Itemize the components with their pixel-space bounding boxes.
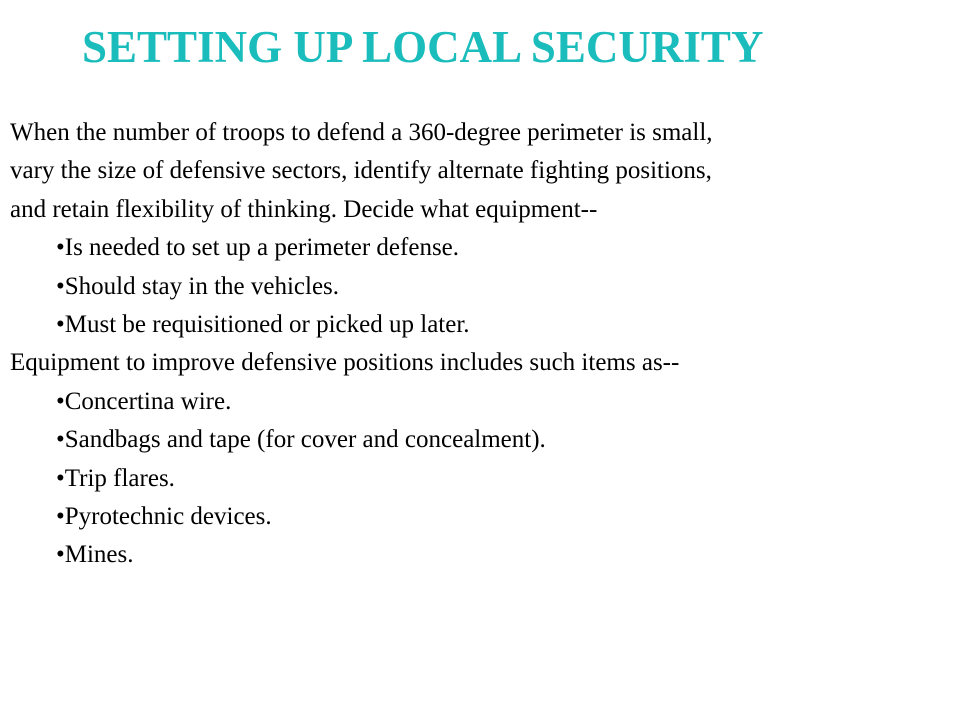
slide-body <box>10 114 950 575</box>
paragraph-line: Equipment to improve defensive positions includes such items as-- <box>10 349 680 377</box>
paragraph-line: When the number of troops to defend a 360-degree perimeter is small, <box>10 119 713 146</box>
bullet-item: •Should stay in the vehicles. <box>56 272 340 300</box>
bullet-item: •Trip flares. <box>56 464 175 492</box>
bullet-item: •Pyrotechnic devices. <box>56 502 272 530</box>
bullet-item: •Concertina wire. <box>56 387 232 415</box>
paragraph-line: vary the size of defensive sectors, identify alternate fighting positions, <box>10 157 712 185</box>
slide-title: SETTING UP LOCAL SECURITY <box>82 22 764 72</box>
bullet-item: •Is needed to set up a perimeter defense. <box>56 234 460 262</box>
bullet-item: •Mines. <box>56 541 134 569</box>
bullet-item: •Must be requisitioned or picked up later. <box>56 310 470 338</box>
bullet-item: •Sandbags and tape (for cover and concealment). <box>56 426 546 454</box>
paragraph-line: and retain flexibility of thinking. Decide what equipment-- <box>10 195 598 223</box>
